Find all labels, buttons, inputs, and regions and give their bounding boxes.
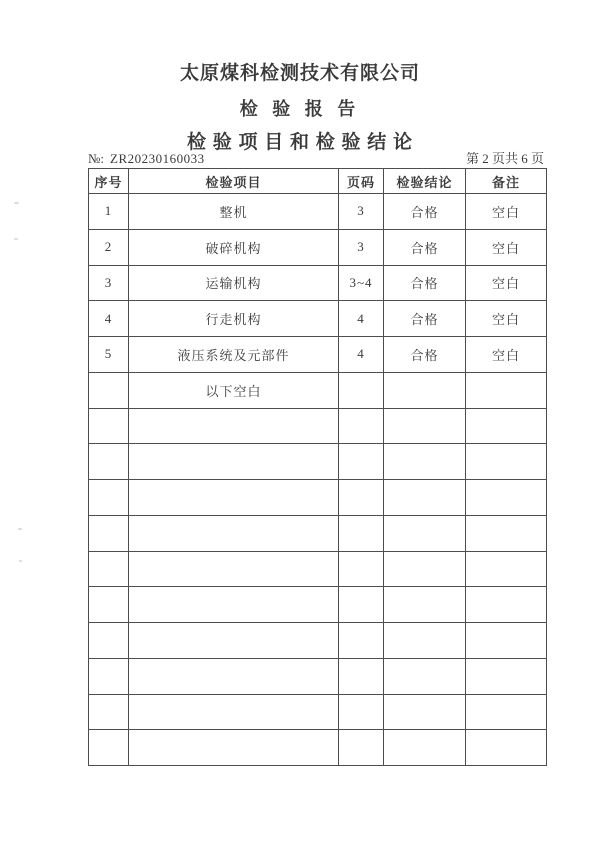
cell-no (89, 658, 129, 694)
table-row (89, 515, 547, 551)
cell-conclusion: 合格 (384, 265, 466, 301)
cell-item: 运输机构 (129, 265, 339, 301)
cell-page: 3 (339, 194, 384, 230)
meta-row (88, 150, 546, 167)
document-number-label: №: (88, 151, 105, 166)
cell-conclusion (384, 515, 466, 551)
table-header-row (89, 169, 547, 194)
cell-remark: 空白 (466, 265, 547, 301)
cell-conclusion (384, 587, 466, 623)
table-row (89, 265, 547, 301)
cell-page (339, 587, 384, 623)
scan-speck (19, 560, 22, 562)
table-row (89, 444, 547, 480)
cell-item (129, 623, 339, 659)
cell-page (339, 730, 384, 766)
cell-no (89, 551, 129, 587)
cell-page (339, 515, 384, 551)
cell-no (89, 444, 129, 480)
cell-page (339, 658, 384, 694)
cell-conclusion (384, 730, 466, 766)
table-row (89, 408, 547, 444)
cell-remark (466, 444, 547, 480)
cell-no (89, 408, 129, 444)
cell-conclusion (384, 408, 466, 444)
cell-remark (466, 372, 547, 408)
cell-no (89, 730, 129, 766)
cell-remark (466, 480, 547, 516)
cell-item (129, 587, 339, 623)
cell-conclusion (384, 444, 466, 480)
cell-conclusion (384, 623, 466, 659)
table-row (89, 658, 547, 694)
cell-no (89, 623, 129, 659)
table-row (89, 229, 547, 265)
table-row (89, 372, 547, 408)
cell-item (129, 515, 339, 551)
cell-conclusion (384, 480, 466, 516)
cell-item (129, 551, 339, 587)
inspection-results-table (88, 168, 547, 766)
cell-no: 5 (89, 337, 129, 373)
cell-no (89, 480, 129, 516)
company-name: 太原煤科检测技术有限公司 (179, 63, 420, 84)
cell-item (129, 444, 339, 480)
table-row (89, 694, 547, 730)
cell-item: 行走机构 (129, 301, 339, 337)
cell-item: 以下空白 (129, 372, 339, 408)
cell-conclusion (384, 658, 466, 694)
cell-page (339, 372, 384, 408)
cell-remark (466, 408, 547, 444)
cell-remark (466, 587, 547, 623)
cell-conclusion: 合格 (384, 229, 466, 265)
cell-remark: 空白 (466, 194, 547, 230)
table-row (89, 551, 547, 587)
cell-no (89, 372, 129, 408)
cell-page (339, 480, 384, 516)
cell-page: 3 (339, 229, 384, 265)
document-number-value: ZR20230160033 (110, 151, 205, 166)
document-number (88, 151, 205, 167)
cell-item (129, 658, 339, 694)
cell-conclusion (384, 372, 466, 408)
cell-no (89, 515, 129, 551)
cell-page (339, 444, 384, 480)
header-cell-conclusion: 检验结论 (384, 169, 466, 194)
cell-item (129, 408, 339, 444)
cell-no (89, 694, 129, 730)
cell-item: 整机 (129, 194, 339, 230)
cell-item: 破碎机构 (129, 229, 339, 265)
cell-remark (466, 694, 547, 730)
cell-no (89, 587, 129, 623)
cell-item (129, 694, 339, 730)
table-row (89, 730, 547, 766)
table-row (89, 194, 547, 230)
cell-remark (466, 658, 547, 694)
report-title: 检 验 报 告 (239, 99, 361, 119)
cell-no: 1 (89, 194, 129, 230)
header-cell-item: 检验项目 (129, 169, 339, 194)
header-cell-no: 序号 (89, 169, 129, 194)
cell-no: 3 (89, 265, 129, 301)
cell-item (129, 730, 339, 766)
cell-no: 4 (89, 301, 129, 337)
table-row (89, 337, 547, 373)
table-row (89, 587, 547, 623)
cell-conclusion: 合格 (384, 194, 466, 230)
cell-page (339, 694, 384, 730)
cell-item: 液压系统及元部件 (129, 337, 339, 373)
cell-page: 4 (339, 301, 384, 337)
cell-conclusion: 合格 (384, 337, 466, 373)
scan-speck (18, 528, 22, 530)
cell-page (339, 408, 384, 444)
cell-remark (466, 515, 547, 551)
cell-page: 3~4 (339, 265, 384, 301)
header-cell-remark: 备注 (466, 169, 547, 194)
table-row (89, 301, 547, 337)
cell-remark: 空白 (466, 229, 547, 265)
page-indicator: 第 2 页共 6 页 (465, 151, 544, 166)
cell-remark (466, 551, 547, 587)
cell-conclusion (384, 694, 466, 730)
cell-conclusion: 合格 (384, 301, 466, 337)
cell-remark (466, 623, 547, 659)
cell-remark: 空白 (466, 301, 547, 337)
cell-no: 2 (89, 229, 129, 265)
cell-page (339, 551, 384, 587)
table-row (89, 623, 547, 659)
header-cell-page: 页码 (339, 169, 384, 194)
cell-remark: 空白 (466, 337, 547, 373)
section-title: 检 验 项 目 和 检 验 结 论 (186, 132, 413, 153)
cell-remark (466, 730, 547, 766)
cell-page: 4 (339, 337, 384, 373)
scan-speck (14, 238, 18, 240)
cell-item (129, 480, 339, 516)
cell-conclusion (384, 551, 466, 587)
table-row (89, 480, 547, 516)
cell-page (339, 623, 384, 659)
scan-speck (14, 202, 19, 204)
